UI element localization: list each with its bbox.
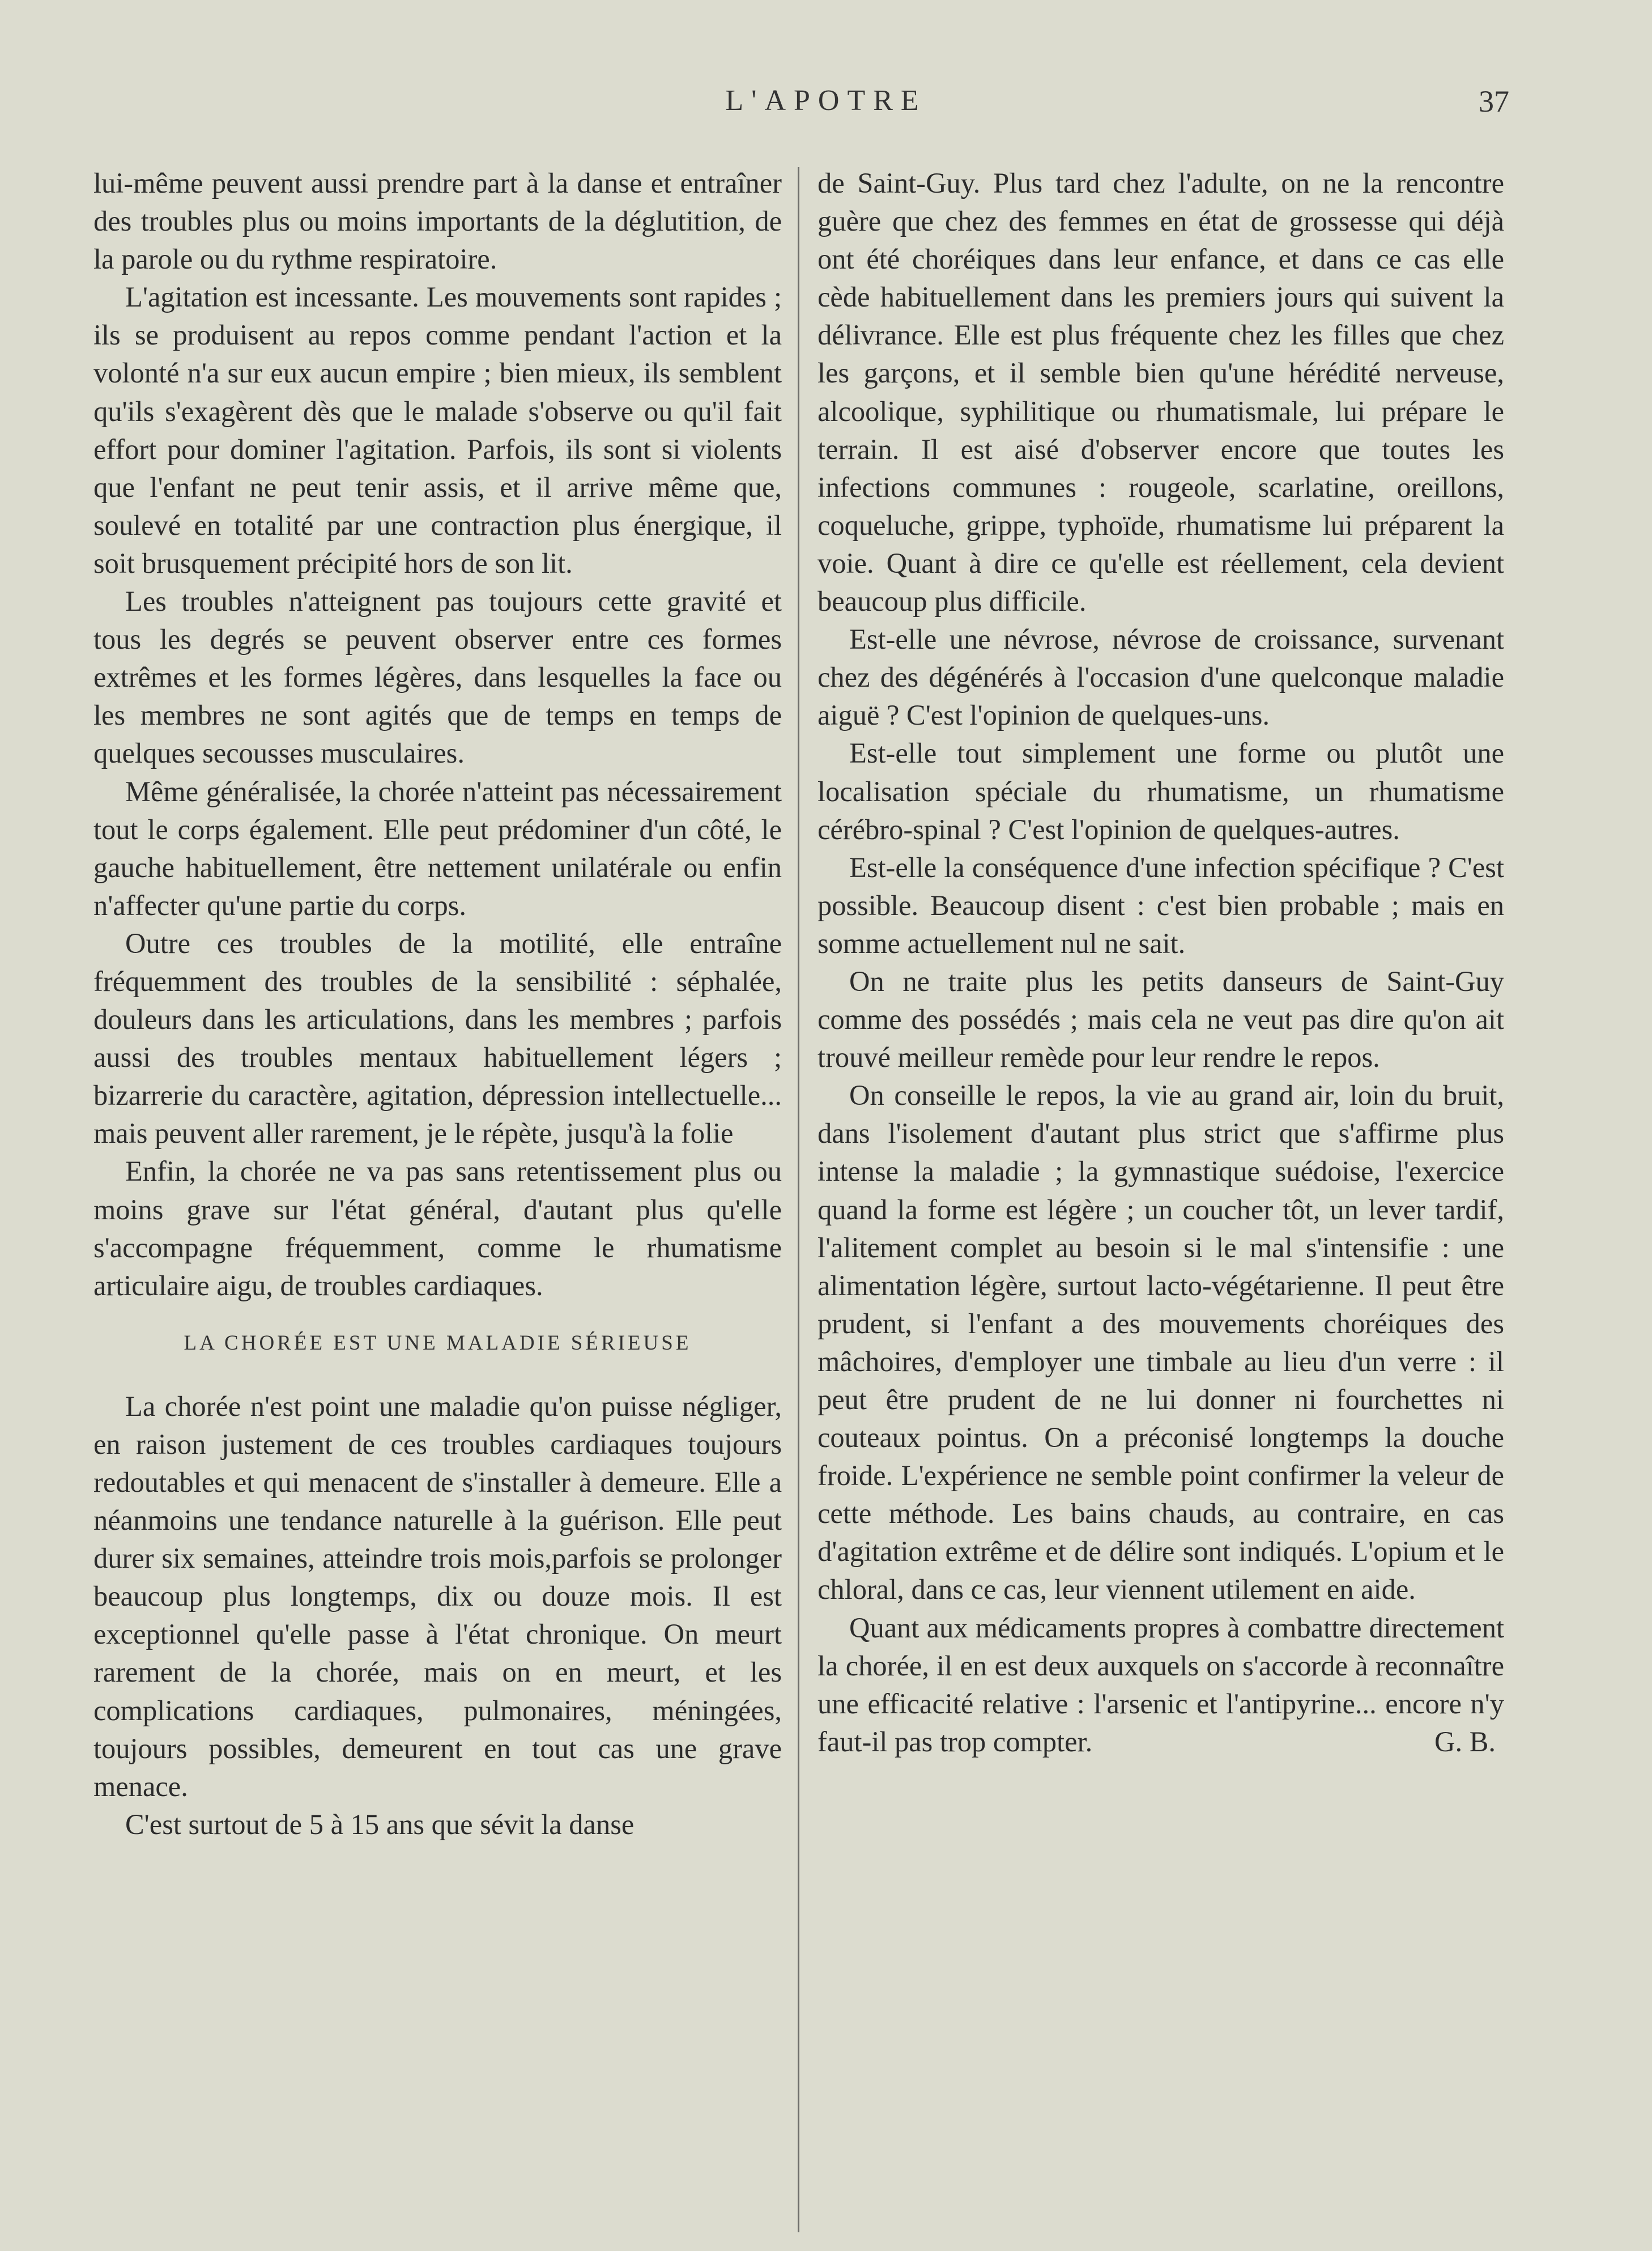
column-divider <box>798 167 799 2232</box>
paragraph: Enfin, la chorée ne va pas sans retentissement plus ou moins grave sur l'état général, d'autant plus qu'elle s'accompagne fréquemment, comme le rhumatisme articulaire aigu, de troubles cardiaques. <box>93 1155 782 1301</box>
author-signature: G. B. <box>1434 1725 1496 1758</box>
paragraph: de Saint-Guy. Plus tard chez l'adulte, on ne la rencontre guère que chez des femmes en état de grossesse qui déjà ont été choréiques dans leur enfance, et dans ce cas elle cède habituellement dans les premiers jours qui suivent la délivrance. Elle est plus fréquente chez les filles que chez les garçons, et il semble bien qu'une hérédité nerveuse, alcoolique, syphilitique ou rhumatismale, lui prépare le terrain. Il est aisé d'observer encore que toutes les infections communes : rougeole, scarlatine, oreillons, coqueluche, grippe, typhoïde, rhumatisme lui préparent la voie. Quant à dire ce qu'elle est réellement, cela devient beaucoup plus difficile. <box>818 167 1504 618</box>
running-head <box>0 84 1652 129</box>
paragraph: C'est surtout de 5 à 15 ans que sévit la danse <box>125 1808 635 1840</box>
paragraph: L'agitation est incessante. Les mouvements sont rapides ; ils se produisent au repos comme pendant l'action et la volonté n'a sur eux aucun empire ; bien mieux, ils semblent qu'ils s'exagèrent dès que le malade s'observe ou qu'il fait effort pour dominer l'agitation. Parfois, ils sont si violents que l'enfant ne peut tenir assis, et il arrive même que, soulevé en totalité par une contraction plus énergique, il soit brusquement précipité hors de son lit. <box>93 281 782 579</box>
paragraph: Outre ces troubles de la motilité, elle entraîne fréquemment des troubles de la sensibilité : séphalée, douleurs dans les articulations, dans les membres ; parfois aussi des troubles mentaux habituellement légers ; bizarrerie du caractère, agitation, dépression intellectuelle... mais peuvent aller rarement, je le répète, jusqu'à la folie <box>93 927 782 1150</box>
paragraph: Est-elle une névrose, névrose de croissance, survenant chez des dégénérés à l'occasion d'une quelconque maladie aiguë ? C'est l'opinion de quelques-uns. <box>818 623 1504 731</box>
paragraph: Même généralisée, la chorée n'atteint pas nécessairement tout le corps également. Elle peut prédominer d'un côté, le gauche habituellement, être nettement unilatérale ou enfin n'affecter qu'une partie du corps. <box>93 775 782 921</box>
paragraph: Est-elle la conséquence d'une infection spécifique ? C'est possible. Beaucoup disent : c'est bien probable ; mais en somme actuellement nul ne sait. <box>818 851 1504 959</box>
paragraph: lui-même peuvent aussi prendre part à la danse et entraîner des troubles plus ou moins importants de la déglutition, de la parole ou du rythme respiratoire. <box>93 167 782 275</box>
paragraph-final <box>818 1609 1504 1761</box>
paragraph: On ne traite plus les petits danseurs de Saint-Guy comme des possédés ; mais cela ne veut pas dire qu'on ait trouvé meilleur remède pour leur rendre le repos. <box>818 965 1504 1074</box>
paragraph: Est-elle tout simplement une forme ou plutôt une localisation spéciale du rhumatisme, un rhumatisme cérébro-spinal ? C'est l'opinion de quelques-autres. <box>818 737 1504 845</box>
paragraph-text: Quant aux médicaments propres à combattre directement la chorée, il en est deux auxquels on s'accorde à reconnaître une efficacité relative : l'arsenic et l'antipyrine... encore n'y faut-il pas trop compter. <box>818 1611 1504 1758</box>
page-number: 37 <box>1479 84 1509 118</box>
section-heading: LA CHORÉE EST UNE MALADIE SÉRIEUSE <box>184 1331 692 1355</box>
paragraph: On conseille le repos, la vie au grand air, loin du bruit, dans l'isolement d'autant plus strict que s'affirme plus intense la maladie ; la gymnastique suédoise, l'exercice quand la forme est légère ; un coucher tôt, un lever tardif, l'alitement complet au besoin si le mal s'intensifie : une alimentation légère, surtout lacto-végétarienne. Il peut être prudent, si l'enfant a des mouvements choréiques des mâchoires, d'employer une timbale au lieu d'un verre : il peut être prudent de ne lui donner ni fourchettes ni couteaux pointus. On a préconisé longtemps la douche froide. L'expérience ne semble point confirmer la veleur de cette méthode. Les bains chauds, au contraire, en cas d'agitation extrême et de délire sont indiqués. L'opium et le chloral, dans ce cas, leur viennent utilement en aide. <box>818 1079 1504 1606</box>
paragraph: La chorée n'est point une maladie qu'on puisse négliger, en raison justement de ces troubles cardiaques toujours redoutables et qui menacent de s'installer à demeure. Elle a néanmoins une tendance naturelle à la guérison. Elle peut durer six semaines, atteindre trois mois,parfois se prolonger beaucoup plus longtemps, dix ou douze mois. Il est exceptionnel qu'elle passe à l'état chronique. On meurt rarement de la chorée, mais on en meurt, et les complications cardiaques, pulmonaires, méningées, toujours possibles, demeurent en tout cas une grave menace. <box>93 1390 782 1802</box>
running-title: L'APOTRE <box>725 84 927 117</box>
paragraph: Les troubles n'atteignent pas toujours cette gravité et tous les degrés se peuvent observer entre ces formes extrêmes et les formes légères, dans lesquelles la face ou les membres ne sont agités que de temps en temps de quelques secousses musculaires. <box>93 585 782 769</box>
right-column <box>818 164 1504 1761</box>
left-column <box>93 164 782 1844</box>
